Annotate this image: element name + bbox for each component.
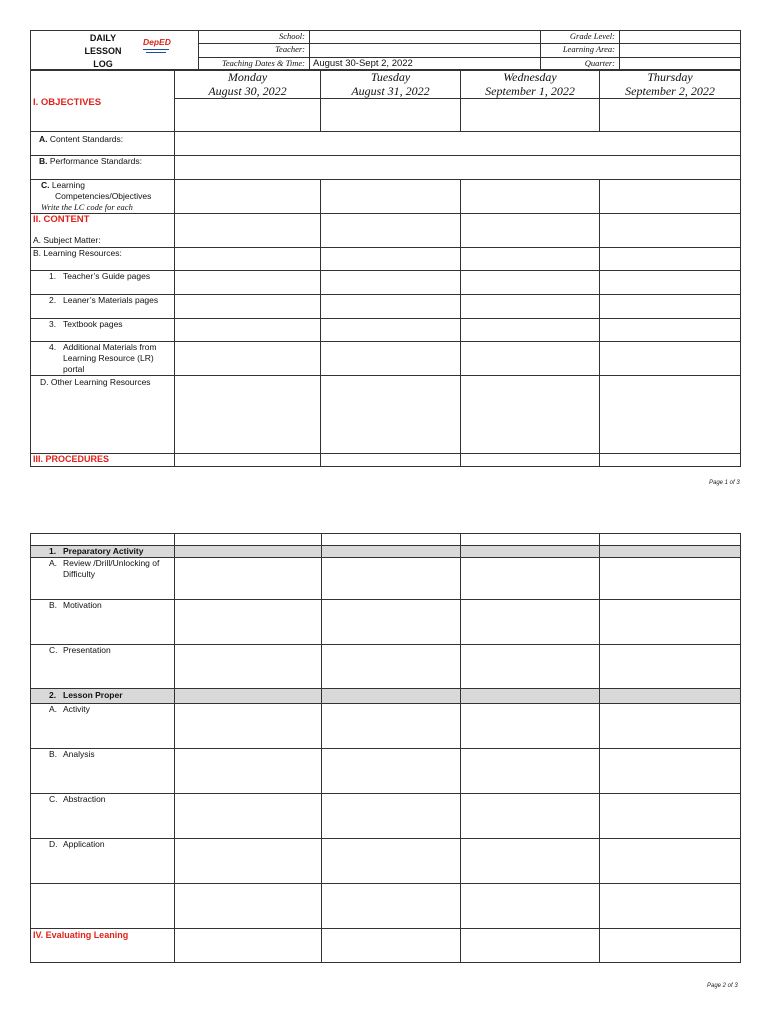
learners-materials-label: 2. Leaner’s Materials pages: [31, 295, 175, 319]
am-tue[interactable]: [321, 342, 461, 376]
lm-tue[interactable]: [321, 295, 461, 319]
lesson-proper-heading: 2. Lesson Proper: [31, 689, 175, 704]
content-thu[interactable]: [600, 214, 741, 248]
quarter-label: Quarter:: [541, 57, 620, 70]
blank-thu[interactable]: [600, 884, 741, 929]
grade-label: Grade Level:: [541, 31, 620, 44]
review-mon[interactable]: [175, 558, 322, 600]
proc-mon[interactable]: [175, 454, 321, 467]
evaluating-heading: IV. Evaluating Leaning: [31, 929, 175, 963]
p2-top-mon: [175, 534, 322, 546]
analysis-tue[interactable]: [322, 749, 461, 794]
teacher-label: Teacher:: [199, 44, 310, 57]
activity-wed[interactable]: [461, 704, 600, 749]
p2-top-label: [31, 534, 175, 546]
day-name-3: Wednesday: [503, 70, 557, 84]
other-resources-label: D. Other Learning Resources: [31, 376, 175, 454]
content-mon[interactable]: [175, 214, 321, 248]
textbook-label: 3. Textbook pages: [31, 319, 175, 342]
performance-standards-label: B. Performance Standards:: [31, 156, 175, 180]
p2-top-tue: [322, 534, 461, 546]
lr-thu[interactable]: [600, 248, 741, 271]
header-title-cell: [31, 31, 199, 71]
area-label: Learning Area:: [541, 44, 620, 57]
analysis-thu[interactable]: [600, 749, 741, 794]
learning-comp-label: C. Learning Competencies/Objectives Write the LC code for each: [31, 180, 175, 214]
page-number-2: Page 2 of 3: [707, 983, 738, 989]
olr-wed[interactable]: [461, 376, 600, 454]
content-wed[interactable]: [461, 214, 600, 248]
application-label: D. Application: [31, 839, 175, 884]
presentation-thu[interactable]: [600, 645, 741, 689]
olr-mon[interactable]: [175, 376, 321, 454]
abstraction-thu[interactable]: [600, 794, 741, 839]
review-tue[interactable]: [322, 558, 461, 600]
day-date-1: August 30, 2022: [208, 84, 287, 98]
eval-tue[interactable]: [322, 929, 461, 963]
blank-mon[interactable]: [175, 884, 322, 929]
application-tue[interactable]: [322, 839, 461, 884]
content-standards-field[interactable]: [175, 132, 741, 156]
page-number-1: Page 1 of 3: [709, 480, 740, 486]
blank-wed[interactable]: [461, 884, 600, 929]
analysis-mon[interactable]: [175, 749, 322, 794]
content-tue[interactable]: [321, 214, 461, 248]
dates-label: Teaching Dates & Time:: [199, 57, 310, 70]
activity-mon[interactable]: [175, 704, 322, 749]
olr-thu[interactable]: [600, 376, 741, 454]
content-standards-label: A. Content Standards:: [31, 132, 175, 156]
analysis-wed[interactable]: [461, 749, 600, 794]
day-name-4: Thursday: [647, 70, 693, 84]
activity-thu[interactable]: [600, 704, 741, 749]
tb-wed[interactable]: [461, 319, 600, 342]
motivation-wed[interactable]: [461, 600, 600, 645]
p2-top-wed: [461, 534, 600, 546]
activity-label: A. Activity: [31, 704, 175, 749]
tb-thu[interactable]: [600, 319, 741, 342]
school-label: School:: [199, 31, 310, 44]
presentation-tue[interactable]: [322, 645, 461, 689]
abstraction-wed[interactable]: [461, 794, 600, 839]
performance-standards-field[interactable]: [175, 156, 741, 180]
deped-logo: DepED: [143, 37, 171, 59]
day-date-4: September 2, 2022: [625, 84, 715, 98]
dates-field[interactable]: August 30-Sept 2, 2022: [310, 57, 541, 70]
area-field[interactable]: [620, 44, 741, 57]
title-line-2: LESSON: [84, 46, 122, 56]
p2-top-thu: [600, 534, 741, 546]
review-thu[interactable]: [600, 558, 741, 600]
tb-mon[interactable]: [175, 319, 321, 342]
eval-mon[interactable]: [175, 929, 322, 963]
tg-thu[interactable]: [600, 271, 741, 295]
lr-tue[interactable]: [321, 248, 461, 271]
lm-thu[interactable]: [600, 295, 741, 319]
eval-wed[interactable]: [461, 929, 600, 963]
tg-wed[interactable]: [461, 271, 600, 295]
teachers-guide-label: 1. Teacher’s Guide pages: [31, 271, 175, 295]
motivation-thu[interactable]: [600, 600, 741, 645]
abstraction-tue[interactable]: [322, 794, 461, 839]
lm-wed[interactable]: [461, 295, 600, 319]
presentation-label: C. Presentation: [31, 645, 175, 689]
content-heading: II. CONTENT: [33, 214, 90, 225]
am-wed[interactable]: [461, 342, 600, 376]
am-thu[interactable]: [600, 342, 741, 376]
header-table: [30, 30, 741, 71]
motivation-tue[interactable]: [322, 600, 461, 645]
tg-mon[interactable]: [175, 271, 321, 295]
presentation-wed[interactable]: [461, 645, 600, 689]
eval-thu[interactable]: [600, 929, 741, 963]
lr-wed[interactable]: [461, 248, 600, 271]
day-date-2: August 31, 2022: [351, 84, 430, 98]
tg-tue[interactable]: [321, 271, 461, 295]
review-label: A. Review /Drill/Unlocking of Difficulty: [31, 558, 175, 600]
objectives-cell: [31, 70, 175, 132]
objectives-heading: I. OBJECTIVES: [33, 97, 102, 108]
procedures-heading: III. PROCEDURES: [31, 454, 175, 467]
application-mon[interactable]: [175, 839, 322, 884]
olr-tue[interactable]: [321, 376, 461, 454]
blank-row-label: [31, 884, 175, 929]
content-cell: [31, 214, 175, 248]
page1-table: [30, 69, 741, 467]
day-col-2: [321, 70, 461, 132]
activity-tue[interactable]: [322, 704, 461, 749]
day-name-1: Monday: [227, 70, 268, 84]
proc-tue[interactable]: [321, 454, 461, 467]
motivation-label: B. Motivation: [31, 600, 175, 645]
presentation-mon[interactable]: [175, 645, 322, 689]
subject-matter-label: A. Subject Matter:: [33, 235, 101, 245]
analysis-label: B. Analysis: [31, 749, 175, 794]
review-wed[interactable]: [461, 558, 600, 600]
learning-resources-label: B. Learning Resources:: [31, 248, 175, 271]
abstraction-label: C. Abstraction: [31, 794, 175, 839]
proc-thu[interactable]: [600, 454, 741, 467]
lm-mon[interactable]: [175, 295, 321, 319]
preparatory-heading: 1. Preparatory Activity: [31, 546, 175, 558]
motivation-mon[interactable]: [175, 600, 322, 645]
school-field[interactable]: [310, 31, 541, 44]
learning-comp-thu[interactable]: [600, 180, 741, 214]
day-name-2: Tuesday: [370, 70, 411, 84]
application-wed[interactable]: [461, 839, 600, 884]
learning-comp-tue[interactable]: [321, 180, 461, 214]
page2-table: [30, 533, 741, 963]
learning-comp-mon[interactable]: [175, 180, 321, 214]
learning-comp-wed[interactable]: [461, 180, 600, 214]
additional-materials-label: 4. Additional Materials from Learning Resource (LR) portal: [31, 342, 175, 376]
abstraction-mon[interactable]: [175, 794, 322, 839]
title-line-3: LOG: [93, 59, 113, 69]
day-col-1: [175, 70, 321, 132]
blank-tue[interactable]: [322, 884, 461, 929]
application-thu[interactable]: [600, 839, 741, 884]
grade-field[interactable]: [620, 31, 741, 44]
lr-mon[interactable]: [175, 248, 321, 271]
proc-wed[interactable]: [461, 454, 600, 467]
day-date-3: September 1, 2022: [485, 84, 575, 98]
title-line-1: DAILY: [89, 33, 117, 43]
teacher-field[interactable]: [310, 44, 541, 57]
am-mon[interactable]: [175, 342, 321, 376]
tb-tue[interactable]: [321, 319, 461, 342]
day-col-4: [600, 70, 741, 132]
day-col-3: [461, 70, 600, 132]
